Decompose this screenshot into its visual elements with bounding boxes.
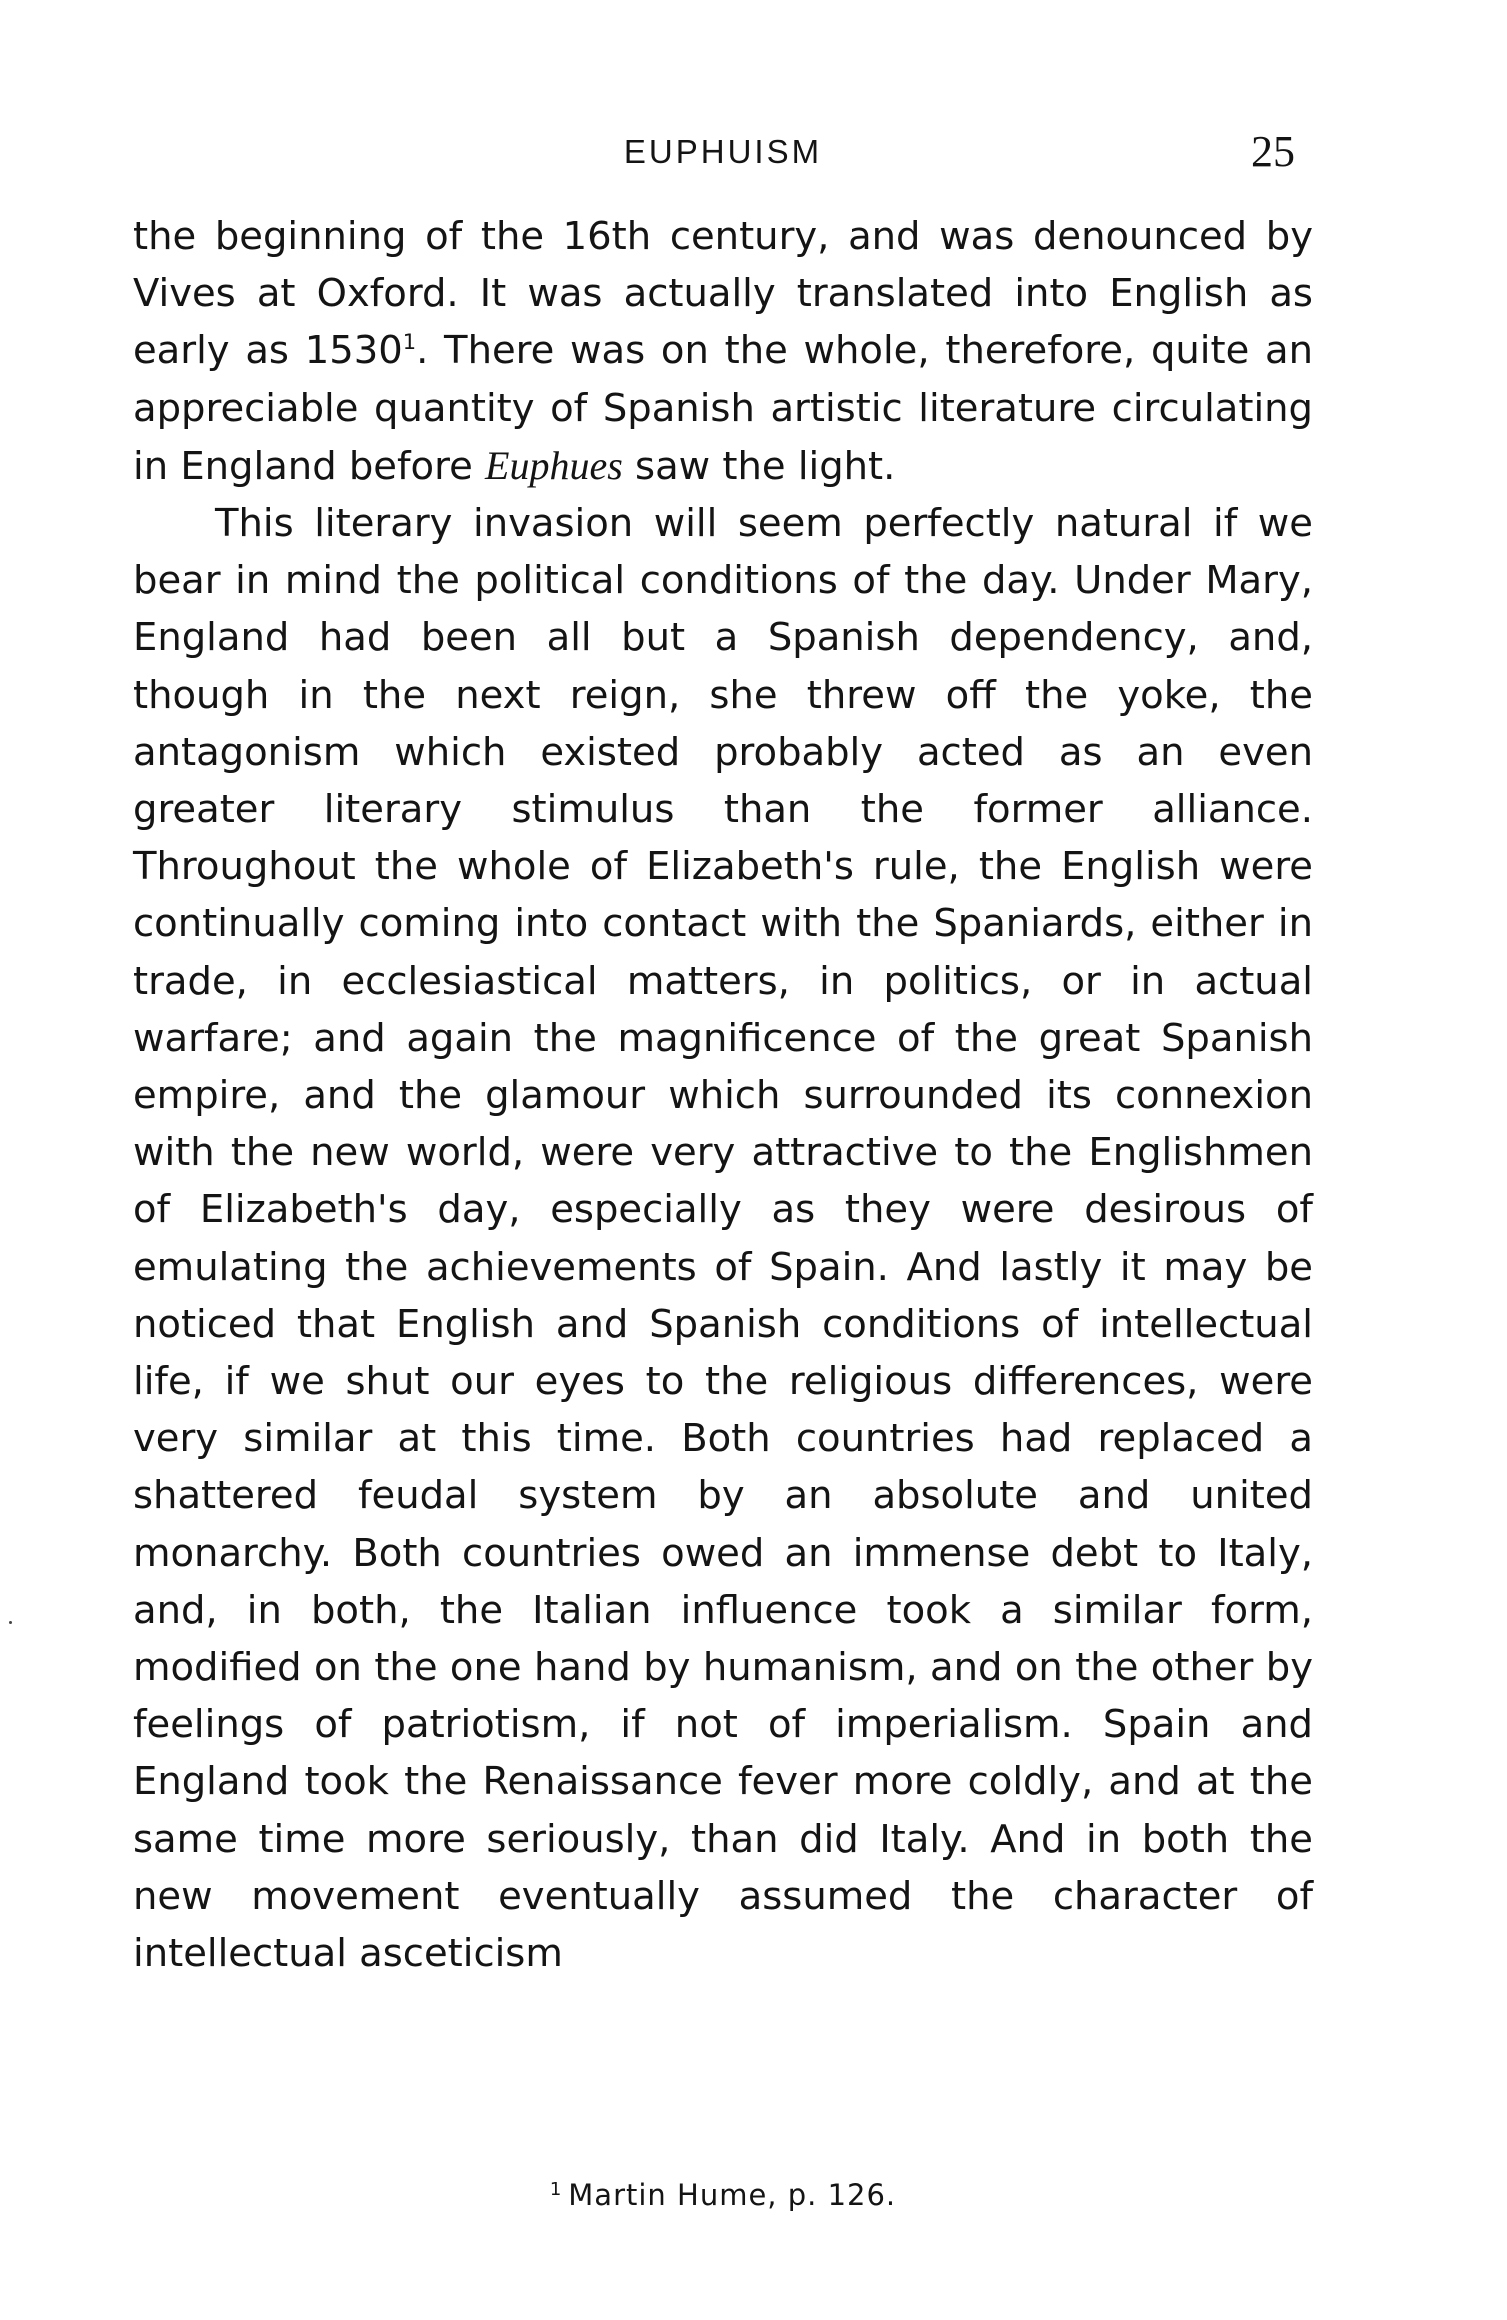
paragraph-2: This literary invasion will seem perfectly natural if we bear in mind the political conditions of the day. Under Mary, England had been all but a Spanish dependency, and, though in the next reign, she threw off the yoke, the antagonism which existed probably acted as an even greater literary stimulus than the former alliance. Throughout the whole of Elizabeth's rule, the English were continually coming into contact with the Spaniards, either in trade, in ecclesiastical matters, in politics, or in actual warfare; and again the magnificence of the great Spanish empire, and the glamour which surrounded its connexion with the new world, were very attractive to the Englishmen of Elizabeth's day, especially as they were desirous of emulating the achievements of Spain. And lastly it may be noticed that English and Spanish conditions of intellectual life, if we shut our eyes to the religious differences, were very similar at this time. Both countries had replaced a shattered feudal system by an absolute and united monarchy. Both countries owed an immense debt to Italy, and, in both, the Italian influence took a similar form, modified on the one hand by humanism, and on the other by feelings of patriotism, if not of imperialism. Spain and England took the Renaissance fever more coldly, and at the same time more seriously, than did Italy. And in both the new movement eventually assumed the character of intellectual asceticism — [133, 501, 1313, 1977]
running-title: EUPHUISM — [623, 133, 823, 170]
paragraph-1-text-c: saw the light. — [622, 443, 896, 489]
paragraph-1-text-b: . There was on the whole, therefore, quite an appreciable quantity of Spanish artistic literature circulating in England before — [133, 328, 1313, 489]
footnote-reference: 1 — [402, 330, 417, 355]
footnote-text: Martin Hume, p. 126. — [568, 2178, 897, 2212]
footnote — [133, 2175, 1313, 2215]
book-title-euphues: Euphues — [485, 442, 623, 488]
paragraph-1 — [133, 208, 1313, 495]
body-text — [133, 208, 1313, 1982]
paragraph-1-text-a: the beginning of the 16th century, and was denounced by Vives at Oxford. It was actually translated into English as early as 1530 — [133, 214, 1313, 374]
stray-ink-dot — [9, 1621, 12, 1624]
footnote-marker: 1 — [549, 2179, 563, 2200]
page-number: 25 — [1251, 127, 1295, 176]
page-header — [133, 128, 1313, 176]
book-page — [133, 0, 1313, 2320]
